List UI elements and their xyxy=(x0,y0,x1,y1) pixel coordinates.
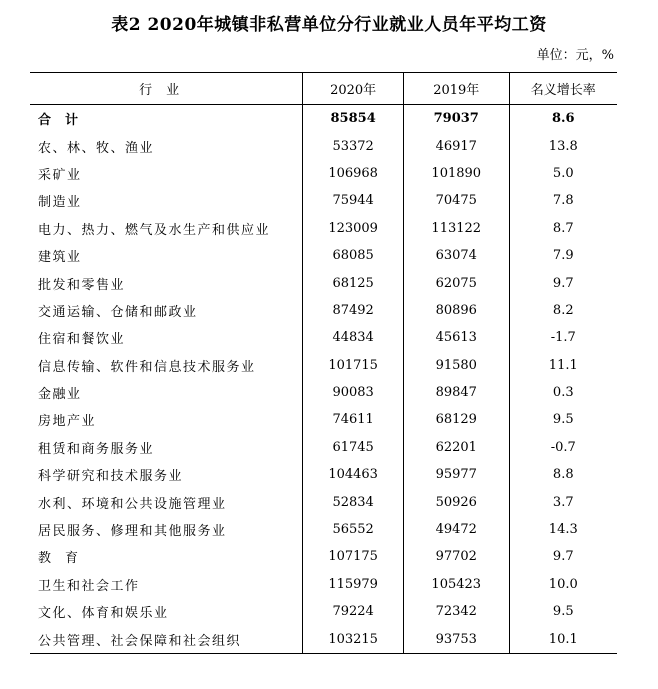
value-2020-cell: 90083 xyxy=(303,379,404,406)
value-2019-cell: 46917 xyxy=(403,132,509,159)
wage-table xyxy=(30,72,617,654)
value-2019-cell: 70475 xyxy=(403,187,509,214)
industry-cell: 公共管理、社会保障和社会组织 xyxy=(30,625,303,653)
value-2019-cell: 45613 xyxy=(403,324,509,351)
table-row xyxy=(30,132,617,159)
growth-rate-cell: 8.8 xyxy=(509,461,617,488)
growth-rate-cell: 9.5 xyxy=(509,406,617,433)
value-2020-cell: 44834 xyxy=(303,324,404,351)
industry-cell: 水利、环境和公共设施管理业 xyxy=(38,496,227,512)
growth-rate-cell: 9.7 xyxy=(509,269,617,296)
industry-cell: 房地产业 xyxy=(38,414,97,430)
table-row xyxy=(30,297,617,324)
value-2020-cell: 75944 xyxy=(303,187,404,214)
value-2019-cell: 113122 xyxy=(403,215,509,242)
growth-rate-cell: 8.7 xyxy=(509,215,617,242)
growth-rate-cell: 10.1 xyxy=(509,625,617,653)
table-row xyxy=(30,434,617,461)
table-row xyxy=(30,406,617,433)
value-2019-cell: 93753 xyxy=(403,625,509,653)
table-row xyxy=(30,461,617,488)
growth-rate-cell: 7.9 xyxy=(509,242,617,269)
industry-cell: 居民服务、修理和其他服务业 xyxy=(38,524,227,540)
value-2019-cell: 79037 xyxy=(403,105,509,133)
growth-rate-cell: 7.8 xyxy=(509,187,617,214)
value-2019-cell: 62201 xyxy=(403,434,509,461)
value-2020-cell: 104463 xyxy=(303,461,404,488)
growth-rate-cell: 3.7 xyxy=(509,488,617,515)
value-2020-cell: 61745 xyxy=(303,434,404,461)
header-2019: 2019年 xyxy=(403,73,509,105)
industry-cell: 采矿业 xyxy=(38,167,82,183)
growth-rate-cell: 14.3 xyxy=(509,516,617,543)
growth-rate-cell: -1.7 xyxy=(509,324,617,351)
value-2019-cell: 80896 xyxy=(403,297,509,324)
table-row xyxy=(30,379,617,406)
header-growth: 名义增长率 xyxy=(509,73,617,105)
table-row xyxy=(30,516,617,543)
value-2020-cell: 123009 xyxy=(303,215,404,242)
value-2019-cell: 50926 xyxy=(403,488,509,515)
value-2020-cell: 103215 xyxy=(303,625,404,653)
industry-cell: 电力、热力、燃气及水生产和供应业 xyxy=(38,222,271,238)
industry-cell: 信息传输、软件和信息技术服务业 xyxy=(38,359,256,375)
value-2019-cell: 62075 xyxy=(403,269,509,296)
total-row xyxy=(30,105,617,133)
value-2020-cell: 85854 xyxy=(303,105,404,133)
table-row xyxy=(30,269,617,296)
unit-label: 单位：元，% xyxy=(536,48,614,63)
value-2020-cell: 115979 xyxy=(303,571,404,598)
table-row xyxy=(30,215,617,242)
growth-rate-cell: 5.0 xyxy=(509,160,617,187)
industry-cell: 科学研究和技术服务业 xyxy=(38,469,184,485)
header-2020: 2020年 xyxy=(303,73,404,105)
growth-rate-cell: 8.6 xyxy=(509,105,617,133)
value-2019-cell: 72342 xyxy=(403,598,509,625)
industry-cell: 金融业 xyxy=(38,387,82,403)
industry-cell: 批发和零售业 xyxy=(38,277,126,293)
value-2019-cell: 91580 xyxy=(403,352,509,379)
table-title: 表2 2020年城镇非私营单位分行业就业人员年平均工资 xyxy=(111,15,547,35)
industry-cell: 教育 xyxy=(38,551,93,567)
table-row xyxy=(30,187,617,214)
header-industry: 行业 xyxy=(30,73,303,105)
header-row xyxy=(30,73,617,105)
growth-rate-cell: 8.2 xyxy=(509,297,617,324)
industry-cell: 制造业 xyxy=(38,195,82,211)
industry-cell: 卫生和社会工作 xyxy=(38,578,140,594)
value-2019-cell: 97702 xyxy=(403,543,509,570)
value-2020-cell: 107175 xyxy=(303,543,404,570)
industry-cell: 交通运输、仓储和邮政业 xyxy=(38,304,198,320)
value-2019-cell: 89847 xyxy=(403,379,509,406)
industry-cell: 住宿和餐饮业 xyxy=(38,332,126,348)
table-row xyxy=(30,352,617,379)
growth-rate-cell: 13.8 xyxy=(509,132,617,159)
value-2020-cell: 106968 xyxy=(303,160,404,187)
growth-rate-cell: 9.7 xyxy=(509,543,617,570)
table-row xyxy=(30,160,617,187)
table-row xyxy=(30,598,617,625)
value-2020-cell: 68085 xyxy=(303,242,404,269)
value-2019-cell: 105423 xyxy=(403,571,509,598)
value-2020-cell: 74611 xyxy=(303,406,404,433)
value-2020-cell: 52834 xyxy=(303,488,404,515)
growth-rate-cell: 11.1 xyxy=(509,352,617,379)
industry-cell: 建筑业 xyxy=(38,250,82,266)
value-2020-cell: 56552 xyxy=(303,516,404,543)
industry-cell: 农、林、牧、渔业 xyxy=(38,140,155,156)
value-2020-cell: 87492 xyxy=(303,297,404,324)
value-2019-cell: 49472 xyxy=(403,516,509,543)
value-2019-cell: 63074 xyxy=(403,242,509,269)
value-2019-cell: 101890 xyxy=(403,160,509,187)
value-2020-cell: 79224 xyxy=(303,598,404,625)
table-row xyxy=(30,543,617,570)
value-2020-cell: 53372 xyxy=(303,132,404,159)
table-row xyxy=(30,242,617,269)
table-row xyxy=(30,324,617,351)
table-row xyxy=(30,625,617,653)
industry-cell: 文化、体育和娱乐业 xyxy=(38,606,169,622)
value-2020-cell: 101715 xyxy=(303,352,404,379)
growth-rate-cell: 0.3 xyxy=(509,379,617,406)
value-2020-cell: 68125 xyxy=(303,269,404,296)
growth-rate-cell: 10.0 xyxy=(509,571,617,598)
table-row xyxy=(30,571,617,598)
growth-rate-cell: 9.5 xyxy=(509,598,617,625)
table-row xyxy=(30,488,617,515)
industry-cell: 合计 xyxy=(38,113,93,129)
value-2019-cell: 68129 xyxy=(403,406,509,433)
growth-rate-cell: -0.7 xyxy=(509,434,617,461)
value-2019-cell: 95977 xyxy=(403,461,509,488)
industry-cell: 租赁和商务服务业 xyxy=(38,441,155,457)
